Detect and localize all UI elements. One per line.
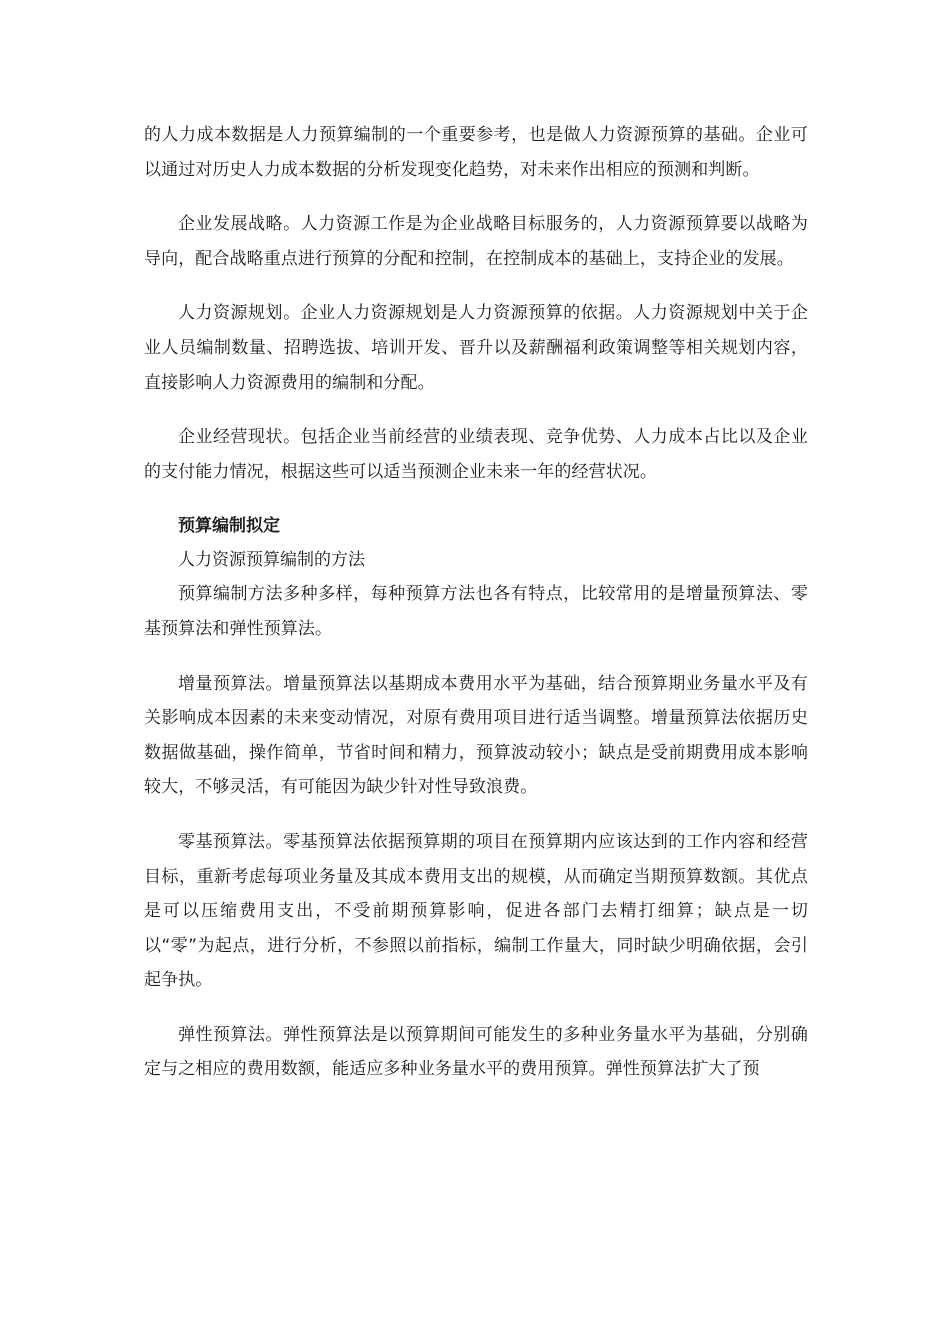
- paragraph-incremental-budget: 增量预算法。增量预算法以基期成本费用水平为基础，结合预算期业务量水平及有关影响成本因素的未来变动情况，对原有费用项目进行适当调整。增量预算法依据历史数据做基础，操作简单，节省时间和精力，预算波动较小；缺点是受前期费用成本影响较大，不够灵活，有可能因为缺少针对性导致浪费。: [144, 673, 808, 798]
- document-body: [144, 118, 808, 1087]
- paragraph-flexible-budget: 弹性预算法。弹性预算法是以预算期间可能发生的多种业务量水平为基础，分别确定与之相应的费用数额，能适应多种业务量水平的费用预算。弹性预算法扩大了预: [144, 1024, 808, 1080]
- section-heading: 预算编制拟定: [178, 516, 280, 537]
- paragraph-zero-based-budget: 零基预算法。零基预算法依据预算期的项目在预算期内应该达到的工作内容和经营目标，重新考虑每项业务量及其成本费用支出的规模，从而确定当期预算数额。其优点是可以压缩费用支出，不受前期预算影响，促进各部门去精打细算；缺点是一切以“零”为起点，进行分析，不参照以前指标，编制工作量大，同时缺少明确依据，会引起争执。: [144, 831, 808, 991]
- paragraph-history-cost: 的人力成本数据是人力预算编制的一个重要参考，也是做人力资源预算的基础。企业可以通过对历史人力成本数据的分析发现变化趋势，对未来作出相应的预测和判断。: [144, 125, 808, 180]
- section-subheading: 人力资源预算编制的方法: [178, 550, 365, 571]
- paragraph-strategy: 企业发展战略。人力资源工作是为企业战略目标服务的，人力资源预算要以战略为导向，配合战略重点进行预算的分配和控制，在控制成本的基础上，支持企业的发展。: [144, 214, 808, 269]
- paragraph-methods-intro: 预算编制方法多种多样，每种预算方法也各有特点，比较常用的是增量预算法、零基预算法和弹性预算法。: [144, 584, 808, 639]
- paragraph-operations: 企业经营现状。包括企业当前经营的业绩表现、竞争优势、人力成本占比以及企业的支付能力情况，根据这些可以适当预测企业未来一年的经营状况。: [144, 427, 808, 482]
- paragraph-hr-planning: 人力资源规划。企业人力资源规划是人力资源预算的依据。人力资源规划中关于企业人员编制数量、招聘选拔、培训开发、晋升以及薪酬福利政策调整等相关规划内容，直接影响人力资源费用的编制和分配。: [144, 303, 808, 393]
